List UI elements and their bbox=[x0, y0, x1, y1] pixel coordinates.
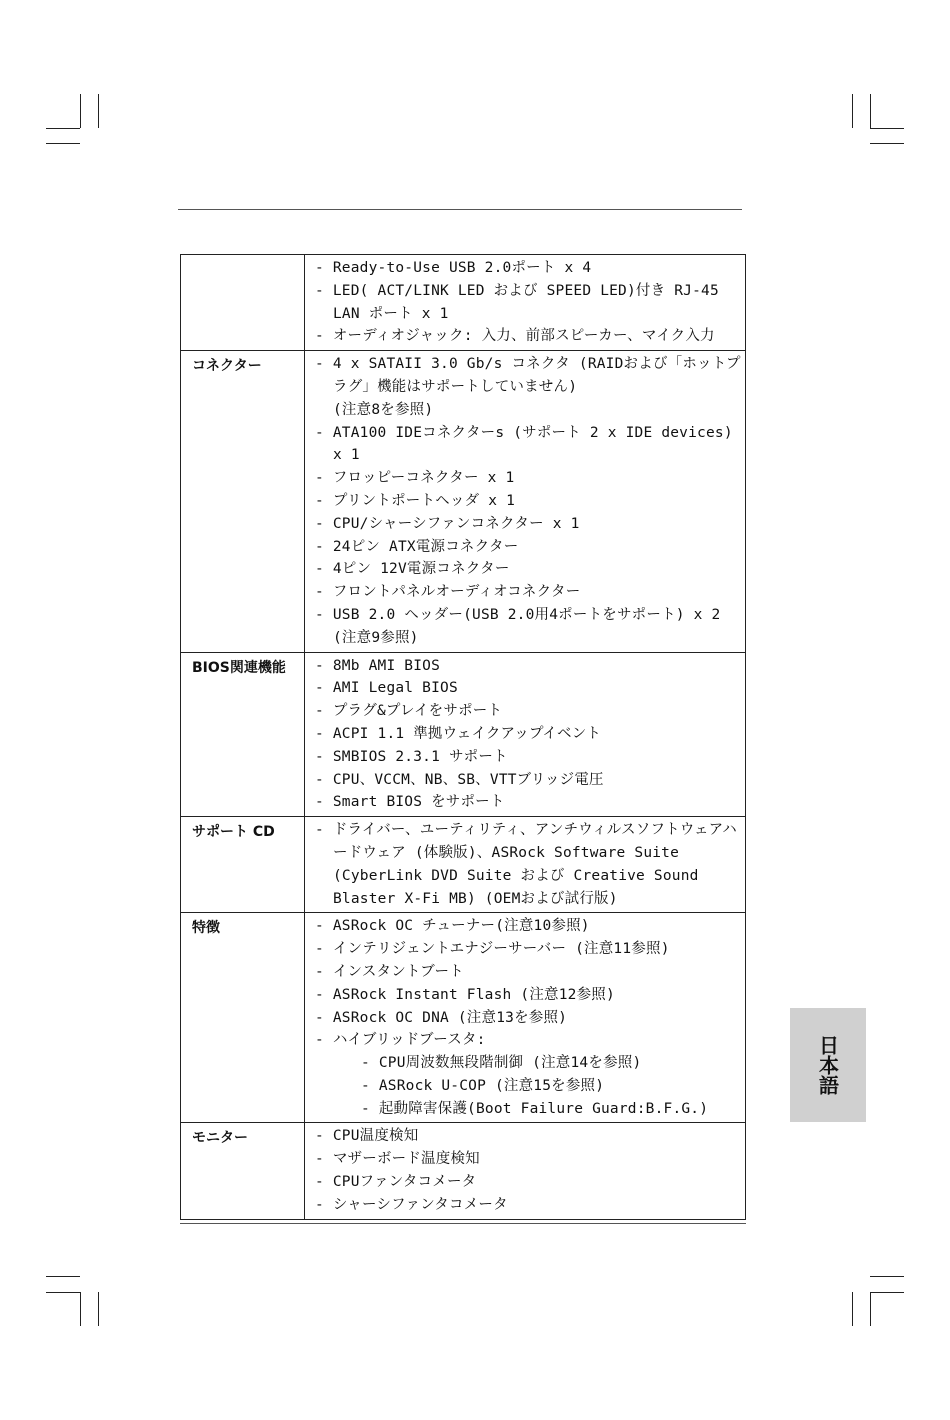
spec-row bbox=[181, 817, 746, 913]
spec-item: - Smart BIOS をサポート bbox=[315, 794, 505, 811]
spec-item: - Ready-to-Use USB 2.0ポート x 4 bbox=[315, 260, 592, 276]
spec-content bbox=[305, 817, 746, 913]
crop-mark bbox=[870, 1276, 904, 1277]
crop-mark bbox=[870, 1292, 871, 1326]
spec-item: - 起動障害保護(Boot Failure Guard:B.F.G.) bbox=[361, 1100, 709, 1117]
spec-content bbox=[305, 351, 746, 652]
crop-mark bbox=[46, 1292, 80, 1293]
spec-list bbox=[315, 257, 745, 348]
crop-mark bbox=[46, 143, 80, 144]
footer-rule bbox=[180, 1223, 746, 1224]
spec-item: - ハイブリッドブースタ: bbox=[315, 1032, 486, 1049]
spec-item: - ASRock Instant Flash (注意12参照) bbox=[315, 986, 615, 1003]
spec-label bbox=[181, 255, 305, 351]
crop-mark bbox=[870, 1292, 904, 1293]
spec-item: - シャーシファンタコメータ bbox=[315, 1196, 508, 1213]
spec-label: サポート CD bbox=[181, 817, 305, 913]
spec-item: - オーディオジャック: 入力、前部スピーカー、マイク入力 bbox=[315, 328, 715, 345]
spec-item: (注意9参照) bbox=[333, 629, 419, 646]
spec-row bbox=[181, 351, 746, 652]
language-tab-label: 日本語 bbox=[815, 1035, 840, 1095]
spec-item: - プラグ&プレイをサポート bbox=[315, 703, 503, 720]
crop-mark bbox=[870, 143, 904, 144]
spec-item: - インテリジェントエナジーサーバー (注意11参照) bbox=[315, 941, 670, 958]
spec-list bbox=[315, 819, 745, 910]
spec-list bbox=[315, 655, 745, 815]
spec-item: - フロッピーコネクター x 1 bbox=[315, 470, 515, 487]
spec-item: - USB 2.0 ヘッダー(USB 2.0用4ポートをサポート) x 2 bbox=[315, 606, 721, 623]
spec-item: - SMBIOS 2.3.1 サポート bbox=[315, 748, 508, 765]
crop-mark bbox=[80, 94, 81, 128]
spec-list bbox=[315, 1125, 745, 1216]
spec-list bbox=[315, 915, 745, 1120]
crop-mark bbox=[80, 1292, 81, 1326]
spec-item: - AMI Legal BIOS bbox=[315, 680, 458, 697]
crop-mark bbox=[98, 1292, 99, 1326]
spec-item: - ATA100 IDEコネクターs (サポート 2 x IDE devices) x 1 bbox=[315, 424, 733, 464]
spec-item: - 24ピン ATX電源コネクター bbox=[315, 538, 519, 555]
spec-label: 特徴 bbox=[181, 913, 305, 1123]
spec-item: - 8Mb AMI BIOS bbox=[315, 657, 441, 674]
spec-label: コネクター bbox=[181, 351, 305, 652]
spec-item: - CPU、VCCM、NB、SB、VTTブリッジ電圧 bbox=[315, 771, 604, 788]
spec-content bbox=[305, 652, 746, 817]
spec-item: - インスタントブート bbox=[315, 963, 464, 980]
header-rule bbox=[178, 209, 742, 210]
spec-item: - マザーボード温度検知 bbox=[315, 1151, 480, 1168]
spec-item: - LED( ACT/LINK LED および SPEED LED)付き RJ-45 LAN ポート x 1 bbox=[315, 282, 719, 322]
spec-label: モニター bbox=[181, 1123, 305, 1219]
spec-item: - 4ピン 12V電源コネクター bbox=[315, 561, 510, 578]
spec-item: - CPU/シャーシファンコネクター x 1 bbox=[315, 515, 580, 532]
crop-mark bbox=[46, 1276, 80, 1277]
spec-item: - フロントパネルオーディオコネクター bbox=[315, 584, 581, 601]
crop-mark bbox=[852, 1292, 853, 1326]
crop-mark bbox=[870, 128, 904, 129]
spec-row bbox=[181, 255, 746, 351]
spec-item: - CPU温度検知 bbox=[315, 1128, 419, 1145]
spec-item: - ドライバー、ユーティリティ、アンチウィルスソフトウェアハードウェア (体験版)、ASRock Software Suite (CyberLink DVD Suite および Creative Sound Blaster X-Fi MB) (OEMおよび試行版) bbox=[315, 822, 737, 907]
spec-content bbox=[305, 1123, 746, 1219]
spec-row bbox=[181, 913, 746, 1123]
crop-mark bbox=[46, 128, 80, 129]
spec-table-body bbox=[181, 255, 746, 1220]
crop-mark bbox=[870, 94, 871, 128]
spec-item: - プリントポートヘッダ x 1 bbox=[315, 492, 515, 509]
spec-table bbox=[180, 254, 746, 1220]
spec-row bbox=[181, 1123, 746, 1219]
spec-item: - ASRock OC DNA (注意13を参照) bbox=[315, 1009, 568, 1026]
crop-mark bbox=[98, 94, 99, 128]
spec-item: - ACPI 1.1 準拠ウェイクアップイベント bbox=[315, 725, 602, 742]
spec-item: - CPU周波数無段階制御 (注意14を参照) bbox=[361, 1055, 642, 1072]
spec-list bbox=[315, 353, 745, 649]
spec-item: - ASRock U-COP (注意15を参照) bbox=[361, 1077, 605, 1094]
spec-item: - 4 x SATAII 3.0 Gb/s コネクタ (RAIDおよび「ホットプラグ」機能はサポートしていません) bbox=[315, 356, 741, 395]
spec-item: - CPUファンタコメータ bbox=[315, 1174, 477, 1191]
spec-item: (注意8を参照) bbox=[333, 401, 434, 418]
spec-content bbox=[305, 255, 746, 351]
language-tab bbox=[790, 1008, 866, 1122]
spec-row bbox=[181, 652, 746, 817]
crop-mark bbox=[852, 94, 853, 128]
spec-label: BIOS関連機能 bbox=[181, 652, 305, 817]
spec-content bbox=[305, 913, 746, 1123]
spec-item: - ASRock OC チューナー(注意10参照) bbox=[315, 918, 590, 935]
